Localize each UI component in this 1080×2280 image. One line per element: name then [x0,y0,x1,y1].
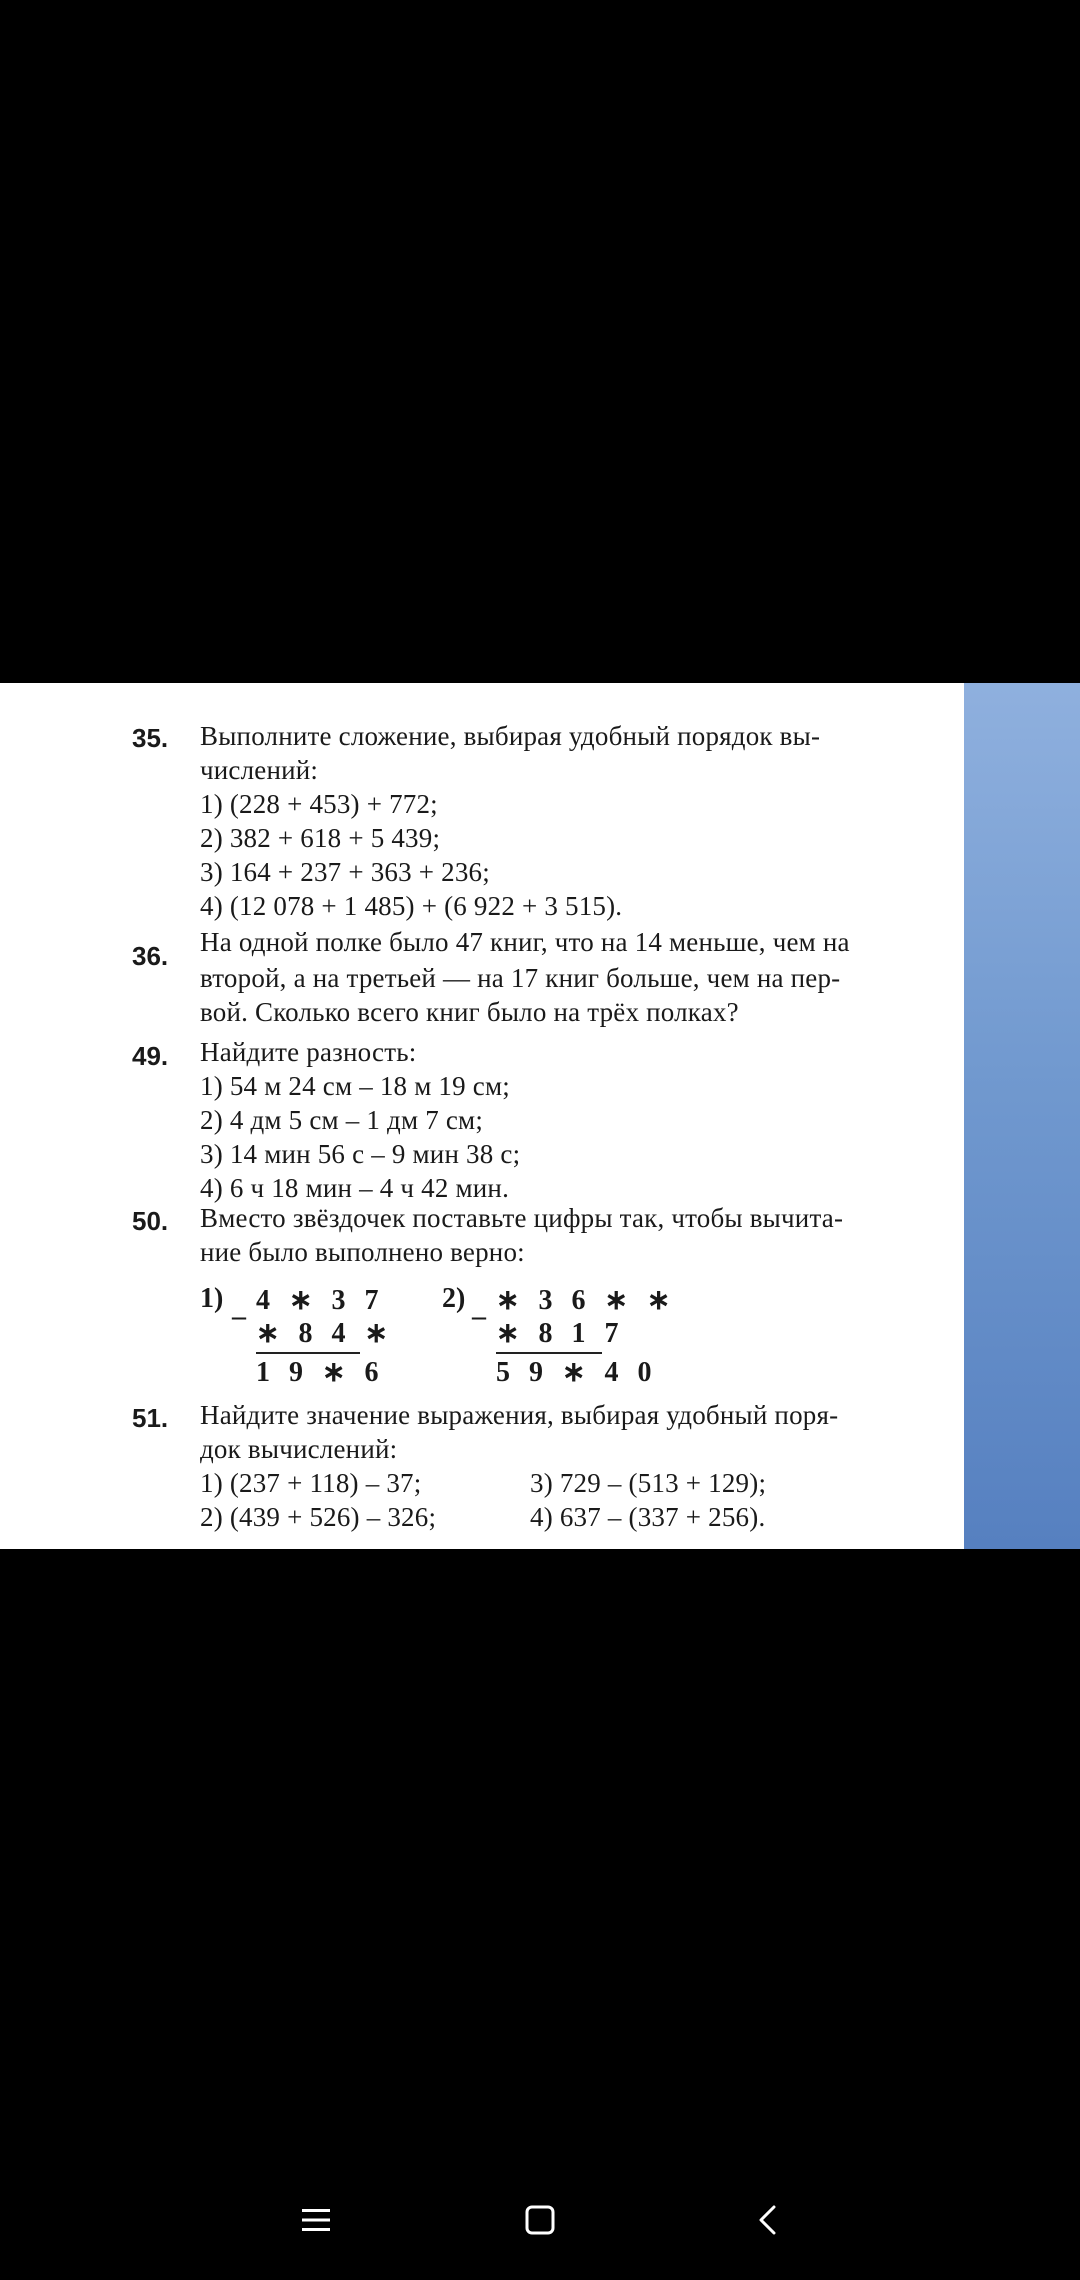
subtraction-1-rule [256,1352,360,1354]
problem-49-item-3: 3) 14 мин 56 с – 9 мин 38 с; [200,1139,521,1169]
problem-35-item-4: 4) (12 078 + 1 485) + (6 922 + 3 515). [200,891,623,921]
subtraction-1-result: 1 9 ∗ 6 [256,1357,385,1388]
back-chevron-icon [756,2204,778,2236]
subtraction-2-label: 2) [442,1283,466,1314]
problem-51-text-line: док вычислений: [200,1434,398,1464]
problem-51-number: 51. [132,1403,169,1433]
subtraction-2-subtrahend: ∗ 8 1 7 [496,1318,625,1349]
problem-51-text-line: Найдите значение выражения, выбирая удобный поря- [200,1400,839,1430]
problem-51-item-2: 2) (439 + 526) – 326; [200,1502,437,1532]
problem-35-number: 35. [132,723,169,753]
subtraction-1-label: 1) [200,1283,224,1314]
menu-icon [300,2207,332,2233]
subtraction-1-subtrahend: ∗ 8 4 ∗ [256,1318,394,1349]
home-square-icon [525,2205,555,2235]
problem-36-text-line: второй, а на третьей — на 17 книг больше, чем на пер- [200,963,841,993]
textbook-photo [0,683,1080,1549]
problem-35-item-2: 2) 382 + 618 + 5 439; [200,823,441,853]
problem-49-item-4: 4) 6 ч 18 мин – 4 ч 42 мин. [200,1173,510,1203]
problem-36-text-line: На одной полке было 47 книг, что на 14 меньше, чем на [200,927,850,957]
subtraction-1-minus: – [232,1301,246,1332]
problem-51-item-3: 3) 729 – (513 + 129); [530,1468,767,1498]
problem-50-text-line: Вместо звёздочек поставьте цифры так, чтобы вычита- [200,1203,844,1233]
problem-51-item-1: 1) (237 + 118) – 37; [200,1468,422,1498]
problem-49-item-1: 1) 54 м 24 см – 18 м 19 см; [200,1071,510,1101]
subtraction-2-result: 5 9 ∗ 4 0 [496,1357,658,1388]
home-button[interactable] [510,2190,570,2250]
back-button[interactable] [737,2190,797,2250]
subtraction-2-rule [496,1352,602,1354]
problem-49-number: 49. [132,1041,169,1071]
problem-51-item-4: 4) 637 – (337 + 256). [530,1502,766,1532]
problem-35-item-1: 1) (228 + 453) + 772; [200,789,438,819]
problem-49-item-2: 2) 4 дм 5 см – 1 дм 7 см; [200,1105,484,1135]
problem-49-text-line: Найдите разность: [200,1037,417,1067]
subtraction-2-minuend: ∗ 3 6 ∗ ∗ [496,1285,677,1316]
problem-36-text-line: вой. Сколько всего книг было на трёх полках? [200,997,739,1027]
subtraction-1-minuend: 4 ∗ 3 7 [256,1285,385,1316]
subtraction-2-minus: – [472,1301,486,1332]
blue-side-strip [964,683,1080,1549]
textbook-page [0,683,960,1549]
system-navigation-bar [0,2160,1080,2280]
problem-36-number: 36. [132,941,169,971]
problem-50-number: 50. [132,1206,169,1236]
recent-apps-button[interactable] [286,2190,346,2250]
problem-35-text-line: Выполните сложение, выбирая удобный порядок вы- [200,721,821,751]
problem-35-item-3: 3) 164 + 237 + 363 + 236; [200,857,490,887]
problem-50-text-line: ние было выполнено верно: [200,1237,525,1267]
problem-35-text-line: числений: [200,755,319,785]
